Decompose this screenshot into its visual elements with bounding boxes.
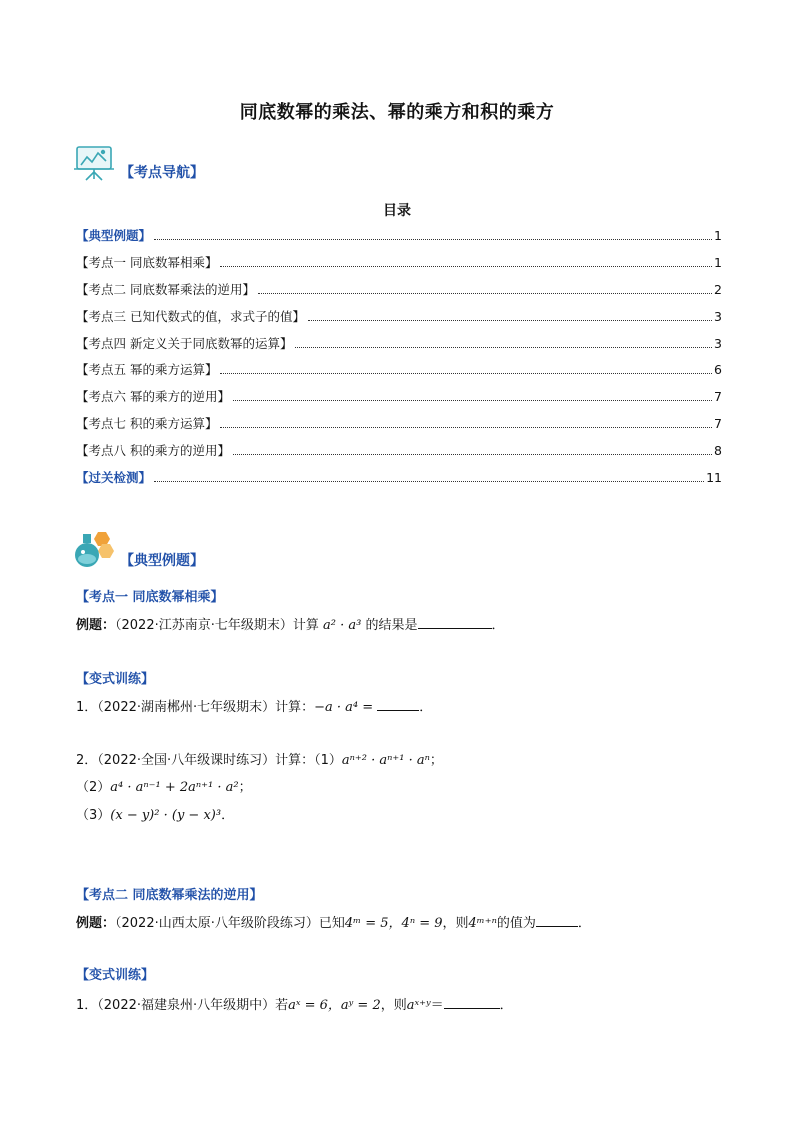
example-tail: 的结果是 <box>365 618 418 633</box>
q1-text: 1．（2022·福建泉州·八年级期中）若 <box>76 998 289 1013</box>
answer-blank[interactable] <box>377 698 419 711</box>
toc-entry-label: 【考点四 新定义关于同底数幂的运算】 <box>76 335 293 351</box>
toc-entry[interactable] <box>76 468 722 495</box>
example-label: 例题： <box>76 618 116 633</box>
toc-leader-dots <box>154 480 704 482</box>
toc-entry[interactable] <box>76 226 722 253</box>
toc-leader-dots <box>258 292 712 294</box>
toc-entry-page: 1 <box>714 254 722 270</box>
example-label: 例题： <box>76 916 116 931</box>
answer-blank[interactable] <box>444 996 500 1009</box>
toc-entry-label: 【典型例题】 <box>76 228 152 243</box>
point1-example: 例题：（2022·江苏南京·七年级期末）计算 a² · a³ 的结果是 ． <box>76 618 505 633</box>
q1-text: 1．（2022·湖南郴州·七年级期末）计算： <box>76 700 315 715</box>
point2-title: 【考点二 同底数幂乘法的逆用】 <box>76 888 263 903</box>
toc-leader-dots <box>154 238 712 240</box>
example-math: 4ᵐ = 5，4ⁿ = 9 <box>344 916 443 931</box>
toc-entry-label: 【考点五 幂的乘方运算】 <box>76 362 218 378</box>
nav-header-label: 【考点导航】 <box>120 165 204 181</box>
toc-entry-page: 8 <box>714 443 722 459</box>
answer-blank[interactable] <box>536 914 578 927</box>
example-math2: 4ᵐ⁺ⁿ <box>468 916 497 931</box>
example-math: a² · a³ <box>323 618 362 633</box>
toc-entry[interactable] <box>76 307 722 334</box>
toc-entry-label: 【考点一 同底数幂相乘】 <box>76 254 218 270</box>
examples-header <box>72 530 204 570</box>
q2-text: 2．（2022·全国·八年级课时练习）计算：（1） <box>76 753 342 768</box>
toc-entry[interactable] <box>76 387 722 414</box>
point2-variant-title: 【变式训练】 <box>76 968 155 983</box>
toc-leader-dots <box>220 372 712 374</box>
example-mid: ，则 <box>442 916 469 931</box>
toc-leader-dots <box>220 265 712 267</box>
flask-icon <box>72 530 116 570</box>
toc-entry[interactable] <box>76 334 722 361</box>
q2-math2: a⁴ · aⁿ⁻¹ + 2aⁿ⁺¹ · a² <box>110 780 239 795</box>
q2-sub2-label: （2） <box>76 780 111 795</box>
q2-sub3-label: （3） <box>76 808 111 823</box>
toc-entry[interactable] <box>76 414 722 441</box>
toc-entry-label: 【考点六 幂的乘方的逆用】 <box>76 389 230 405</box>
toc-leader-dots <box>308 319 712 321</box>
toc-entry[interactable] <box>76 441 722 468</box>
point1-q1: 1．（2022·湖南郴州·七年级期末）计算：−a · a⁴ = ． <box>76 700 433 715</box>
q1-math2: aˣ⁺ʸ <box>406 998 431 1013</box>
toc-entry-page: 2 <box>714 281 722 297</box>
q1-math: aˣ = 6，aʸ = 2 <box>288 998 381 1013</box>
toc-entry-page: 3 <box>714 308 722 324</box>
toc-entry-label: 【考点八 积的乘方的逆用】 <box>76 443 230 459</box>
toc-entry-label: 【考点七 积的乘方运算】 <box>76 416 218 432</box>
table-of-contents <box>76 226 722 495</box>
toc-entry-page: 3 <box>714 335 722 351</box>
example-tail: 的值为 <box>496 916 536 931</box>
point2-example: 例题：（2022·山西太原·八年级阶段练习）已知4ᵐ = 5，4ⁿ = 9，则4ᵐ⁺ⁿ的值为 ． <box>76 916 591 931</box>
toc-title: 目录 <box>383 203 411 219</box>
toc-entry-page: 7 <box>714 389 722 405</box>
presentation-board-icon <box>74 144 116 182</box>
point1-variant-title: 【变式训练】 <box>76 672 155 687</box>
toc-entry-page: 11 <box>706 470 722 486</box>
point1-q2: 2．（2022·全国·八年级课时练习）计算：（1）aⁿ⁺² · aⁿ⁺¹ · aⁿ； <box>76 753 443 768</box>
toc-entry[interactable] <box>76 280 722 307</box>
point1-q2-sub2: （2）a⁴ · aⁿ⁻¹ + 2aⁿ⁺¹ · a²； <box>76 780 252 795</box>
toc-entry-page: 7 <box>714 416 722 432</box>
toc-entry-page: 1 <box>714 228 722 243</box>
examples-header-label: 【典型例题】 <box>120 553 204 569</box>
toc-leader-dots <box>233 453 712 455</box>
toc-entry-label: 【考点三 已知代数式的值，求式子的值】 <box>76 308 305 324</box>
page-title: 同底数幂的乘法、幂的乘方和积的乘方 <box>239 102 555 123</box>
answer-blank[interactable] <box>418 616 492 629</box>
toc-entry[interactable] <box>76 253 722 280</box>
toc-leader-dots <box>233 399 712 401</box>
toc-entry-page: 6 <box>714 362 722 378</box>
q2-math1: aⁿ⁺² · aⁿ⁺¹ · aⁿ <box>341 753 430 768</box>
point2-q1: 1．（2022·福建泉州·八年级期中）若aˣ = 6，aʸ = 2，则aˣ⁺ʸ＝ ． <box>76 998 513 1013</box>
q2-math3: (x − y)² · (y − x)³ <box>110 808 222 823</box>
toc-entry[interactable] <box>76 360 722 387</box>
nav-header <box>74 144 204 182</box>
example-text: （2022·江苏南京·七年级期末）计算 <box>115 618 319 633</box>
q1-math: −a · a⁴ = <box>314 700 374 715</box>
toc-entry-label: 【过关检测】 <box>76 470 152 486</box>
toc-entry-label: 【考点二 同底数幂乘法的逆用】 <box>76 281 255 297</box>
point1-q2-sub3: （3）(x − y)² · (y − x)³． <box>76 808 235 823</box>
q1-tail: ＝ <box>430 998 444 1013</box>
point1-title: 【考点一 同底数幂相乘】 <box>76 590 224 605</box>
toc-leader-dots <box>295 346 712 348</box>
q1-mid: ，则 <box>380 998 407 1013</box>
toc-leader-dots <box>220 426 712 428</box>
example-text: （2022·山西太原·八年级阶段练习）已知 <box>115 916 345 931</box>
